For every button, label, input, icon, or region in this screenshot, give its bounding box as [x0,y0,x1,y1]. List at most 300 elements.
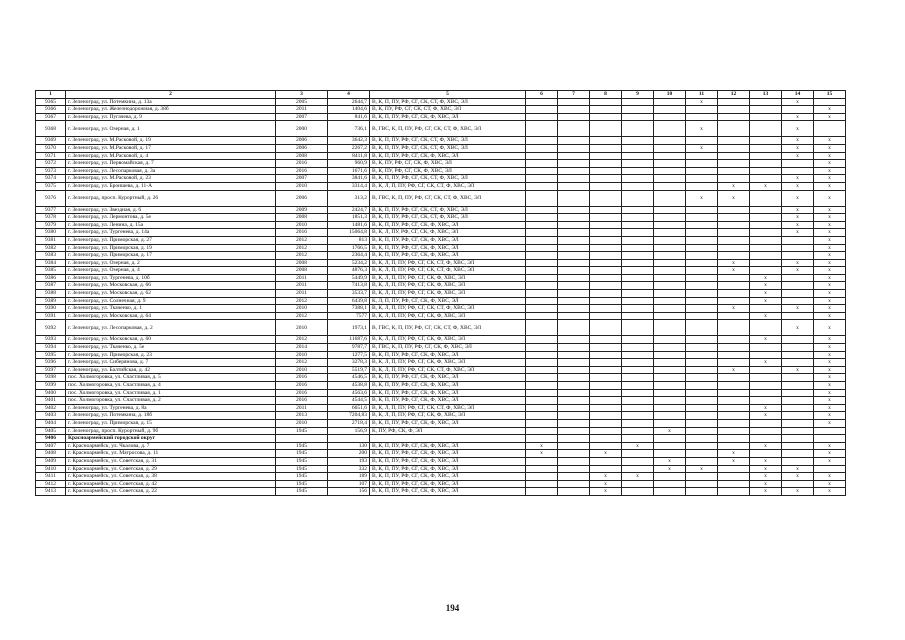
mark-cell: x [590,480,622,488]
column-header: 11 [686,91,718,99]
mark-cell [622,312,654,320]
mark-cell [526,274,558,282]
mark-cell [590,366,622,374]
mark-cell: x [814,282,846,290]
works-cell: В, К, Л, П, ПУ, РФ, СГ, СК, Ф, ХВС, ЭЛ [370,412,526,420]
works-cell: В, К, Л, П, ПУ, РФ, СГ, СК, Ф, ХВС, ЭЛ [370,336,526,344]
mark-cell [590,267,622,275]
row-number-cell: 9389 [36,297,66,305]
mark-cell: x [590,450,622,458]
mark-cell [558,397,590,405]
mark-cell [686,320,718,336]
table-row [36,412,846,420]
table-row [36,382,846,390]
mark-cell [686,397,718,405]
mark-cell [718,282,750,290]
table-row [36,297,846,305]
row-number-cell: 9383 [36,252,66,260]
mark-cell [590,175,622,183]
mark-cell [718,221,750,229]
mark-cell [590,229,622,237]
table-row [36,190,846,206]
mark-cell [718,252,750,260]
mark-cell: x [814,229,846,237]
mark-cell [558,282,590,290]
area-cell: 7388,1 [328,305,370,313]
mark-cell: x [814,382,846,390]
works-cell: В, К, Л, П, ПУ, РФ, СГ, СК, Ф, ХВС, ЭЛ [370,282,526,290]
mark-cell [654,106,686,114]
works-cell: В, К, П, ПУ, РФ, СГ, СК, СТ, Ф, ХВС, ЭЛ [370,206,526,214]
mark-cell [590,351,622,359]
row-number-cell: 9391 [36,312,66,320]
mark-cell: x [718,259,750,267]
mark-cell [590,404,622,412]
mark-cell: x [814,160,846,168]
mark-cell: x [782,221,814,229]
mark-cell [814,98,846,106]
mark-cell [718,465,750,473]
mark-cell [782,427,814,435]
address-cell: пос. Холмогоровка, ул. Счастливая, д. 2 [66,397,276,405]
mark-cell [526,480,558,488]
mark-cell [558,382,590,390]
mark-cell [718,404,750,412]
mark-cell [718,488,750,496]
mark-cell [526,121,558,137]
year-cell: 2010 [276,351,328,359]
row-number-cell: 9412 [36,480,66,488]
mark-cell: x [782,229,814,237]
mark-cell [558,274,590,282]
address-cell: г. Зеленоград, ул. Лесопарковая, д. 2 [66,320,276,336]
works-cell: В, К, П, ПУ, РФ, СГ, СК, Ф, ХВС, ЭЛ [370,221,526,229]
mark-cell [526,244,558,252]
mark-cell: x [750,282,782,290]
mark-cell: x [814,366,846,374]
row-number-cell: 9411 [36,473,66,481]
works-cell: В, К, П, ПУ, РФ, СГ, СК, СТ, Ф, ХВС, ЭЛ [370,98,526,106]
mark-cell [590,236,622,244]
mark-cell: x [814,267,846,275]
table-row [36,312,846,320]
mark-cell [782,290,814,298]
row-number-cell: 9369 [36,137,66,145]
area-cell: 313,2 [328,190,370,206]
mark-cell [622,274,654,282]
address-cell: г. Зеленоград, просп. Курортный, д. 26 [66,190,276,206]
works-cell: В, К, П, ПУ, РФ, СГ, СК, Ф, ХВС, ЭЛ [370,113,526,121]
column-number-header-row [36,91,846,99]
mark-cell [686,359,718,367]
table-row [36,419,846,427]
year-cell: 2008 [276,152,328,160]
works-cell: В, К, П, ПУ, РФ, СГ, СК, Ф, ХВС, ЭЛ [370,473,526,481]
area-cell: 4546,5 [328,374,370,382]
table-row [36,336,846,344]
works-cell: В, К, П, ПУ, РФ, СГ, СК, Ф, ХВС, ЭЛ [370,236,526,244]
row-number-cell: 9402 [36,404,66,412]
mark-cell [526,113,558,121]
mark-cell [622,182,654,190]
address-cell: г. Зеленоград, ул. Сиберянова, д. 7 [66,359,276,367]
works-cell: В, К, ПУ, РФ, СГ, СК, Ф, ХВС, ЭЛ [370,167,526,175]
mark-cell [686,312,718,320]
mark-cell: x [814,359,846,367]
row-number-cell: 9366 [36,106,66,114]
area-cell: 841,6 [328,113,370,121]
mark-cell: x [718,267,750,275]
mark-cell [526,229,558,237]
works-cell: В, К, П, ПУ, РФ, СГ, СК, Ф, ХВС, ЭЛ [370,397,526,405]
year-cell: 2014 [276,344,328,352]
mark-cell [686,152,718,160]
mark-cell [686,282,718,290]
mark-cell [750,175,782,183]
mark-cell: x [782,121,814,137]
address-cell: пос. Холмогоровка, ул. Счастливая, д. 1 [66,389,276,397]
mark-cell [558,419,590,427]
area-cell: 1766,5 [328,244,370,252]
mark-cell [782,457,814,465]
area-cell: 1277,5 [328,351,370,359]
area-cell: 156 [328,488,370,496]
mark-cell [622,450,654,458]
table-row [36,259,846,267]
mark-cell [622,382,654,390]
area-cell: 7204,83 [328,412,370,420]
row-number-cell: 9394 [36,344,66,352]
mark-cell [750,427,782,435]
area-cell: 130 [328,442,370,450]
area-cell: 156,9 [328,427,370,435]
mark-cell [558,167,590,175]
mark-cell [718,290,750,298]
mark-cell [590,305,622,313]
mark-cell [622,320,654,336]
mark-cell: x [814,221,846,229]
mark-cell [686,229,718,237]
mark-cell [622,435,654,443]
mark-cell [622,480,654,488]
mark-cell [750,190,782,206]
mark-cell [686,167,718,175]
year-cell: 2011 [276,404,328,412]
mark-cell [718,214,750,222]
works-cell: В, К, Л, П, ПУ, РФ, СГ, СК, СТ, Ф, ХВС, ЭЛ [370,305,526,313]
area-cell: 960,9 [328,160,370,168]
mark-cell [622,488,654,496]
year-cell: 2010 [276,305,328,313]
mark-cell [654,144,686,152]
mark-cell [782,160,814,168]
area-cell: 813 [328,236,370,244]
mark-cell: x [814,236,846,244]
mark-cell [686,427,718,435]
works-cell: В, К, ПУ, РФ, СГ, СК, Ф, ХВС, ЭЛ [370,160,526,168]
table-row [36,488,846,496]
mark-cell [558,175,590,183]
mark-cell [526,206,558,214]
mark-cell [718,382,750,390]
mark-cell [622,282,654,290]
mark-cell [622,427,654,435]
table-row [36,274,846,282]
mark-cell [526,106,558,114]
table-row [36,290,846,298]
mark-cell [558,412,590,420]
mark-cell [654,344,686,352]
mark-cell [590,320,622,336]
mark-cell [622,229,654,237]
mark-cell [686,344,718,352]
area-cell: 4876,3 [328,267,370,275]
address-cell: г. Зеленоград, ул. Первомайская, д. 7 [66,160,276,168]
mark-cell [686,297,718,305]
mark-cell: x [686,98,718,106]
mark-cell: x [814,442,846,450]
address-cell: г. Зеленоград, ул. Звездная, д. 6 [66,206,276,214]
mark-cell [686,182,718,190]
mark-cell [686,290,718,298]
table-row [36,214,846,222]
address-cell: г. Зеленоград, ул. Потемкина, д. 18б [66,412,276,420]
mark-cell [526,252,558,260]
works-cell [370,435,526,443]
year-cell: 2010 [276,182,328,190]
mark-cell [718,320,750,336]
mark-cell [590,465,622,473]
mark-cell [718,121,750,137]
mark-cell: x [814,404,846,412]
mark-cell [750,160,782,168]
mark-cell [654,473,686,481]
mark-cell [686,137,718,145]
mark-cell [558,366,590,374]
works-cell: В, К, П, ПУ, РФ, СГ, СК, Ф, ХВС, ЭЛ [370,480,526,488]
address-cell: г. Зеленоград, ул. Приморская, д. 23 [66,351,276,359]
column-header: 10 [654,91,686,99]
area-cell: 4538,8 [328,382,370,390]
table-row [36,397,846,405]
area-cell: 3314,4 [328,182,370,190]
year-cell: 2016 [276,389,328,397]
mark-cell [782,435,814,443]
mark-cell [558,336,590,344]
mark-cell [686,244,718,252]
address-cell: г. Зеленоград, ул. Железнодорожная, д. 38б [66,106,276,114]
year-cell: 1945 [276,457,328,465]
year-cell: 2008 [276,259,328,267]
mark-cell: x [750,359,782,367]
mark-cell [750,305,782,313]
mark-cell [718,274,750,282]
mark-cell: x [782,175,814,183]
mark-cell: x [782,473,814,481]
works-cell: В, К, П, ПУ, РФ, СГ, СК, Ф, ХВС, ЭЛ [370,465,526,473]
mark-cell [686,480,718,488]
mark-cell [558,144,590,152]
mark-cell [782,336,814,344]
address-cell: г. Зеленоград, ул. Приморская, д. 19 [66,244,276,252]
mark-cell [718,374,750,382]
mark-cell [558,344,590,352]
mark-cell [526,488,558,496]
address-cell: г. Зеленоград, ул. Озерная, д. 2 [66,259,276,267]
mark-cell [750,320,782,336]
mark-cell: x [814,137,846,145]
works-cell: В, К, П, ПУ, РФ, СГ, СК, Ф, ХВС, ЭЛ [370,152,526,160]
works-cell: В, К, П, ПУ, РФ, СГ, СК, Ф, ХВС, ЭЛ [370,457,526,465]
mark-cell [590,435,622,443]
mark-cell [718,435,750,443]
area-cell: 2644,7 [328,98,370,106]
address-cell: г. Красноармейск, ул. Советская, д. 31 [66,457,276,465]
address-cell: г. Зеленоград, ул. Ткаченко, д. 1 [66,305,276,313]
mark-cell [622,106,654,114]
address-cell: г. Красноармейск, ул. Советская, д. 22 [66,488,276,496]
area-cell: 5519,7 [328,366,370,374]
mark-cell: x [814,152,846,160]
mark-cell: x [750,274,782,282]
mark-cell: x [814,488,846,496]
mark-cell [686,382,718,390]
mark-cell: x [814,244,846,252]
mark-cell [526,290,558,298]
mark-cell: x [526,450,558,458]
address-cell: г. Красноармейск, ул. Матросова, д. 11 [66,450,276,458]
area-cell: 2718,4 [328,419,370,427]
mark-cell [750,419,782,427]
address-cell: г. Зеленоград, ул. Ткаченко, д. 5е [66,344,276,352]
mark-cell [590,152,622,160]
mark-cell [622,389,654,397]
mark-cell [654,435,686,443]
mark-cell [750,374,782,382]
mark-cell: x [814,312,846,320]
mark-cell: x [750,312,782,320]
mark-cell [558,480,590,488]
mark-cell: x [750,404,782,412]
area-cell: 332 [328,465,370,473]
table-row [36,344,846,352]
mark-cell [782,397,814,405]
mark-cell [654,160,686,168]
mark-cell [590,98,622,106]
mark-cell [558,404,590,412]
row-number-cell: 9395 [36,351,66,359]
mark-cell [558,259,590,267]
address-cell: г. Зеленоград, ул. М.Расковой, д. 23 [66,175,276,183]
mark-cell [590,244,622,252]
mark-cell [558,152,590,160]
mark-cell [654,214,686,222]
address-cell: г. Зеленоград, ул. Приморская, д. 27 [66,236,276,244]
mark-cell [526,397,558,405]
address-cell: Красноармейский городской округ [66,435,276,443]
mark-cell [558,312,590,320]
area-cell: 5234,2 [328,259,370,267]
row-number-cell: 9393 [36,336,66,344]
mark-cell: x [814,336,846,344]
mark-cell [622,137,654,145]
address-cell: г. Зеленоград, ул. М.Расковой, д. 17 [66,144,276,152]
year-cell: 2010 [276,221,328,229]
row-number-cell: 9378 [36,214,66,222]
mark-cell [558,359,590,367]
mark-cell: x [718,366,750,374]
mark-cell [718,359,750,367]
mark-cell [654,244,686,252]
mark-cell [526,297,558,305]
mark-cell [558,297,590,305]
mark-cell: x [590,488,622,496]
mark-cell [590,382,622,390]
year-cell: 2008 [276,214,328,222]
mark-cell [654,450,686,458]
mark-cell [686,236,718,244]
mark-cell [782,274,814,282]
address-cell: г. Зеленоград, ул. Солнечная, д. 9 [66,297,276,305]
mark-cell [558,182,590,190]
mark-cell [590,252,622,260]
mark-cell [622,374,654,382]
mark-cell: x [814,419,846,427]
mark-cell [590,282,622,290]
mark-cell [750,397,782,405]
row-number-cell: 9371 [36,152,66,160]
mark-cell [622,167,654,175]
mark-cell [718,144,750,152]
mark-cell [718,480,750,488]
mark-cell [622,221,654,229]
mark-cell: x [654,465,686,473]
housing-table [35,90,846,496]
area-cell: 15064,8 [328,229,370,237]
mark-cell [686,442,718,450]
works-cell: В, К, Л, П, ПУ, РФ, СГ, СК, СТ, Ф, ХВС, ЭЛ [370,182,526,190]
mark-cell [718,473,750,481]
year-cell: 2009 [276,206,328,214]
mark-cell [590,167,622,175]
area-cell: 6651,6 [328,404,370,412]
year-cell: 1945 [276,480,328,488]
row-number-cell: 9399 [36,382,66,390]
mark-cell: x [782,488,814,496]
mark-cell [590,290,622,298]
mark-cell [654,404,686,412]
mark-cell: x [750,457,782,465]
year-cell: 2010 [276,366,328,374]
mark-cell [558,374,590,382]
mark-cell [590,457,622,465]
mark-cell: x [750,473,782,481]
works-cell: В, К, П, ПУ, РФ, СГ, СК, СТ, Ф, ХВС, ЭЛ [370,144,526,152]
table-row [36,121,846,137]
table-row [36,182,846,190]
mark-cell [558,351,590,359]
mark-cell: x [654,427,686,435]
mark-cell [526,175,558,183]
mark-cell [686,412,718,420]
address-cell: г. Зеленоград, ул. Ленина, д. 15а [66,221,276,229]
works-cell: В, К, П, ПУ, РФ, СГ, СК, Ф, ХВС, ЭЛ [370,244,526,252]
mark-cell [590,221,622,229]
table-row [36,244,846,252]
mark-cell: x [814,480,846,488]
year-cell: 2012 [276,297,328,305]
mark-cell: x [750,412,782,420]
